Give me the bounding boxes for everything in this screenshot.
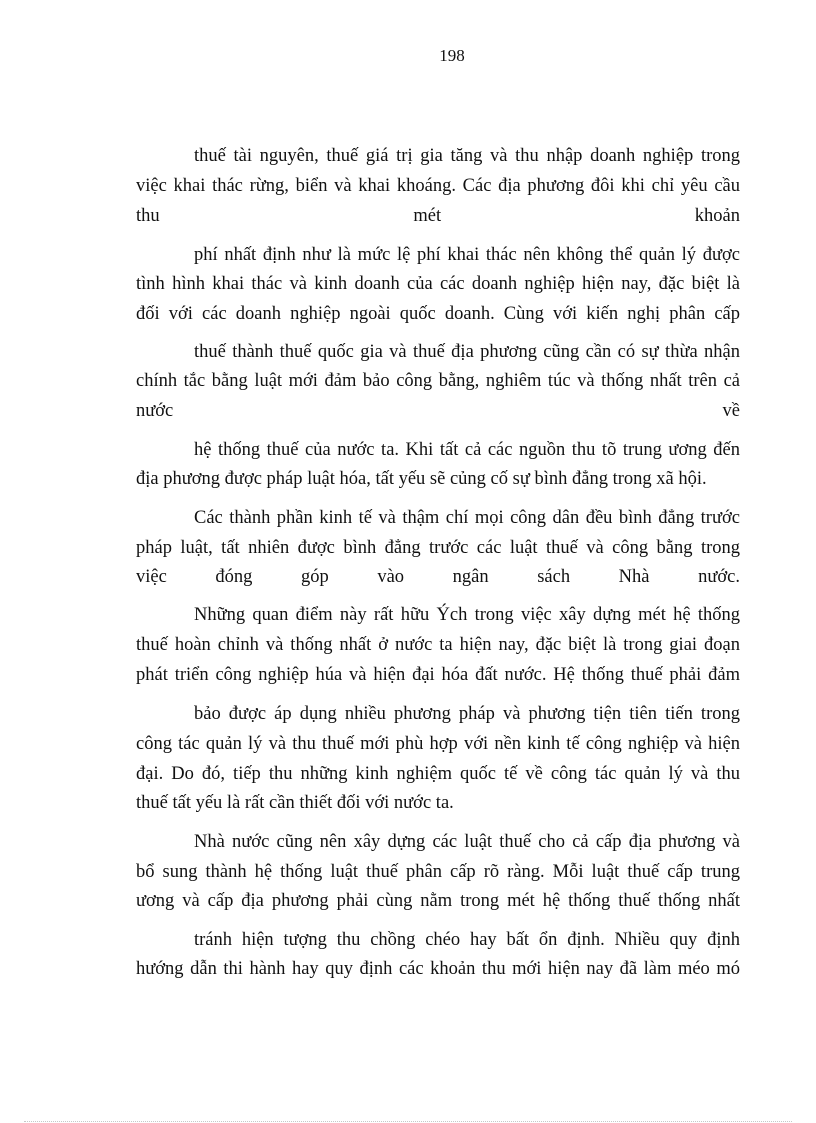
text-line: công tác quản lý và thu thuế mới phù hợp với nền kinh tế công nghiệp và hiện xyxy=(136,734,740,754)
text-line: việc đóng góp vào ngân sách Nhà nước. xyxy=(136,567,740,587)
text-line: chính tắc bằng luật mới đảm bảo công bằng, nghiêm túc và thống nhất trên cả xyxy=(136,371,740,391)
text-line: tình hình khai thác và kinh doanh của các doanh nghiệp hiện nay, đặc biệt là xyxy=(136,274,740,294)
text-line: tránh hiện tượng thu chồng chéo hay bất ổn định. Nhiều quy định xyxy=(194,930,740,950)
text-line: việc khai thác rừng, biển và khai khoáng. Các địa phương đôi khi chỉ yêu cầu xyxy=(136,176,740,196)
text-line: Những quan điểm này rất hữu Ých trong việc xây dựng mét hệ thống xyxy=(194,605,740,625)
text-line: nước về xyxy=(136,401,740,421)
page-bottom-rule xyxy=(24,1121,792,1122)
text-line: phát triển công nghiệp húa và hiện đại hóa đất nước. Hệ thống thuế phải đảm xyxy=(136,665,740,685)
text-line: thuế hoàn chỉnh và thống nhất ở nước ta hiện nay, đặc biệt là trong giai đoạn xyxy=(136,635,740,655)
text-line: ương và cấp địa phương phải cùng nằm trong mét hệ thống thuế thống nhất xyxy=(136,891,740,911)
text-line: đối với các doanh nghiệp ngoài quốc doanh. Cùng với kiến nghị phân cấp xyxy=(136,304,740,324)
text-line: phí nhất định như là mức lệ phí khai thác nên không thể quản lý được xyxy=(194,245,740,265)
page-number: 198 xyxy=(439,46,465,65)
text-line: thu mét khoản xyxy=(136,206,740,226)
text-line: Nhà nước cũng nên xây dựng các luật thuế cho cả cấp địa phương và xyxy=(194,832,740,852)
text-line: bổ sung thành hệ thống luật thuế phân cấp rõ ràng. Mỗi luật thuế cấp trung xyxy=(136,862,740,882)
text-line: hệ thống thuế của nước ta. Khi tất cả các nguồn thu tõ trung ương đến xyxy=(194,440,740,460)
text-line: địa phương được pháp luật hóa, tất yếu sẽ củng cố sự bình đẳng trong xã hội. xyxy=(136,469,707,489)
text-line: thuế tất yếu là rất cần thiết đối với nước ta. xyxy=(136,793,454,813)
text-line: pháp luật, tất nhiên được bình đẳng trước các luật thuế và công bằng trong xyxy=(136,538,740,558)
text-line: thuế thành thuế quốc gia và thuế địa phương cũng cần có sự thừa nhận xyxy=(194,342,740,362)
text-line: đại. Do đó, tiếp thu những kinh nghiệm quốc tế về công tác quản lý và thu xyxy=(136,764,740,784)
text-line: thuế tài nguyên, thuế giá trị gia tăng và thu nhập doanh nghiệp trong xyxy=(194,146,740,166)
text-line: Các thành phần kinh tế và thậm chí mọi công dân đều bình đẳng trước xyxy=(194,508,740,528)
text-line: bảo được áp dụng nhiều phương pháp và phương tiện tiên tiến trong xyxy=(194,704,740,724)
text-line: hướng dẫn thi hành hay quy định các khoản thu mới hiện nay đã làm méo mó xyxy=(136,959,740,979)
